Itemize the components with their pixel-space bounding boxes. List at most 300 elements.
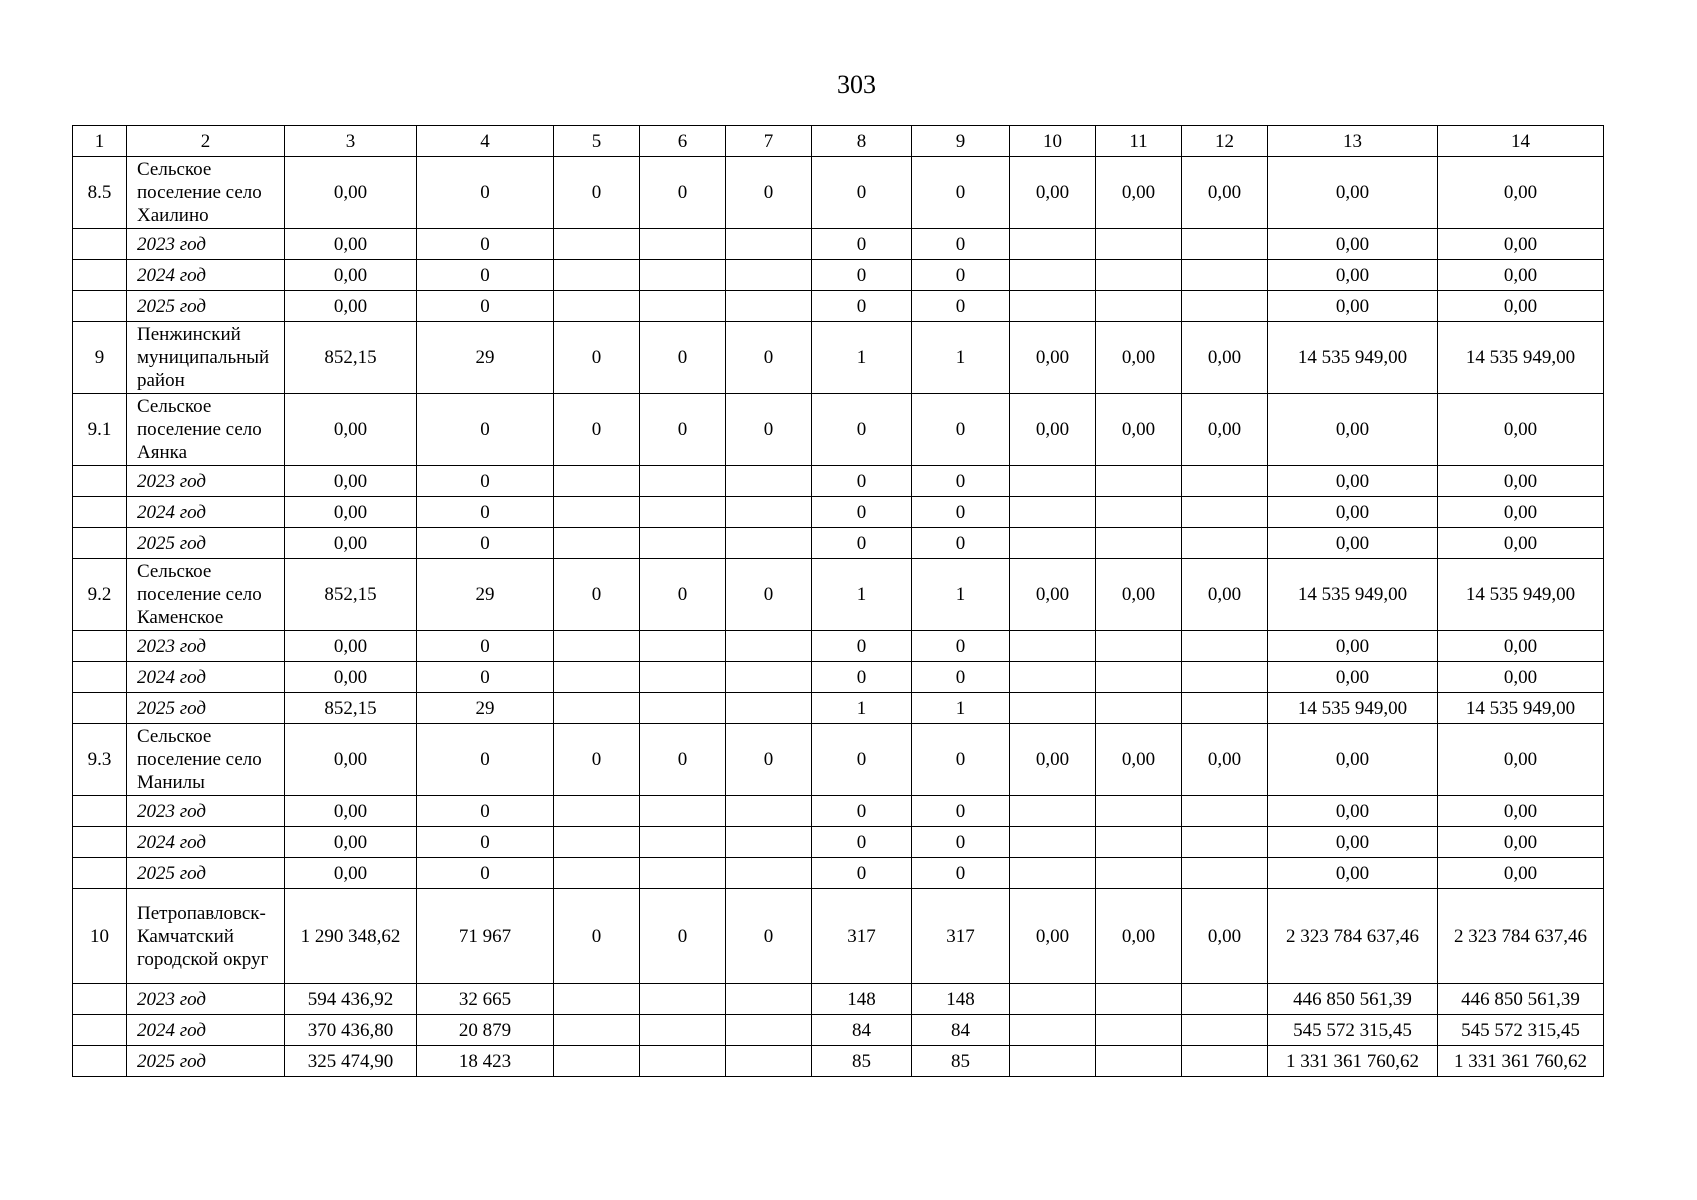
table-cell: 0,00 xyxy=(285,291,417,322)
table-cell: 0 xyxy=(726,724,812,796)
table-cell xyxy=(726,260,812,291)
row-number-cell xyxy=(73,497,127,528)
table-cell: 0 xyxy=(912,229,1010,260)
table-cell: 0 xyxy=(812,229,912,260)
year-row xyxy=(73,662,1604,693)
table-cell: 0 xyxy=(812,528,912,559)
table-cell xyxy=(1096,528,1182,559)
table-cell: 0,00 xyxy=(1438,497,1604,528)
table-cell xyxy=(1182,466,1268,497)
table-cell: 0 xyxy=(417,662,554,693)
row-number-cell xyxy=(73,827,127,858)
row-number-cell xyxy=(73,796,127,827)
row-number-cell xyxy=(73,984,127,1015)
table-cell: 317 xyxy=(812,889,912,984)
table-cell xyxy=(1182,1046,1268,1077)
table-cell xyxy=(1182,858,1268,889)
table-cell xyxy=(640,827,726,858)
table-cell xyxy=(1010,796,1096,827)
table-cell: 0 xyxy=(912,662,1010,693)
table-cell: 0 xyxy=(726,322,812,394)
table-cell: 20 879 xyxy=(417,1015,554,1046)
table-cell: 0,00 xyxy=(1182,322,1268,394)
year-row xyxy=(73,291,1604,322)
table-cell: 1 xyxy=(912,322,1010,394)
year-row xyxy=(73,631,1604,662)
table-cell: 446 850 561,39 xyxy=(1438,984,1604,1015)
table-cell xyxy=(640,291,726,322)
table-cell: 370 436,80 xyxy=(285,1015,417,1046)
column-header: 5 xyxy=(554,126,640,157)
table-cell xyxy=(1096,984,1182,1015)
row-name-cell: Сельское поселение село Каменское xyxy=(127,559,285,631)
table-cell: 0 xyxy=(554,157,640,229)
table-cell: 0 xyxy=(812,662,912,693)
table-cell xyxy=(1010,662,1096,693)
entity-row xyxy=(73,394,1604,466)
table-cell xyxy=(554,693,640,724)
table-cell: 0,00 xyxy=(1268,497,1438,528)
table-cell: 0 xyxy=(912,858,1010,889)
table-cell xyxy=(1182,827,1268,858)
column-header: 8 xyxy=(812,126,912,157)
row-number-cell xyxy=(73,466,127,497)
table-cell: 0,00 xyxy=(1438,858,1604,889)
table-cell: 14 535 949,00 xyxy=(1438,322,1604,394)
table-cell: 852,15 xyxy=(285,693,417,724)
year-row xyxy=(73,693,1604,724)
table-cell xyxy=(554,858,640,889)
table-cell: 0,00 xyxy=(1438,528,1604,559)
table-cell xyxy=(1096,796,1182,827)
table-cell: 0 xyxy=(912,394,1010,466)
year-row xyxy=(73,260,1604,291)
table-cell xyxy=(640,858,726,889)
table-cell xyxy=(640,260,726,291)
table-cell xyxy=(726,662,812,693)
row-name-cell: 2025 год xyxy=(127,858,285,889)
column-header: 2 xyxy=(127,126,285,157)
table-cell: 0 xyxy=(417,466,554,497)
table-cell: 0 xyxy=(726,394,812,466)
table-cell xyxy=(1182,291,1268,322)
row-number-cell xyxy=(73,1015,127,1046)
table-cell: 0 xyxy=(554,724,640,796)
row-name-cell: 2025 год xyxy=(127,1046,285,1077)
table-cell: 0,00 xyxy=(1268,528,1438,559)
row-number-cell xyxy=(73,260,127,291)
table-cell: 0 xyxy=(726,889,812,984)
table-cell xyxy=(1096,1046,1182,1077)
table-cell xyxy=(1096,466,1182,497)
year-row xyxy=(73,229,1604,260)
entity-row xyxy=(73,559,1604,631)
table-cell: 0 xyxy=(812,466,912,497)
table-cell: 0 xyxy=(812,291,912,322)
table-cell: 0,00 xyxy=(1438,827,1604,858)
table-cell: 0,00 xyxy=(1010,724,1096,796)
row-number-cell: 9.1 xyxy=(73,394,127,466)
table-cell xyxy=(1010,631,1096,662)
page-number: 303 xyxy=(837,70,876,99)
table-cell: 0 xyxy=(912,724,1010,796)
table-cell: 0,00 xyxy=(1438,466,1604,497)
table-cell xyxy=(640,662,726,693)
table-cell: 0 xyxy=(912,157,1010,229)
row-name-cell: Сельское поселение село Аянка xyxy=(127,394,285,466)
table-cell: 148 xyxy=(812,984,912,1015)
table-cell: 0,00 xyxy=(1096,394,1182,466)
year-row xyxy=(73,497,1604,528)
table-cell xyxy=(1096,662,1182,693)
table-cell: 14 535 949,00 xyxy=(1268,322,1438,394)
table-cell xyxy=(554,1015,640,1046)
table-cell xyxy=(640,229,726,260)
table-cell: 0 xyxy=(640,157,726,229)
row-number-cell: 9 xyxy=(73,322,127,394)
row-name-cell: 2023 год xyxy=(127,984,285,1015)
table-cell: 14 535 949,00 xyxy=(1268,559,1438,631)
column-header: 1 xyxy=(73,126,127,157)
table-cell: 1 xyxy=(812,559,912,631)
table-cell: 0,00 xyxy=(1010,394,1096,466)
row-name-cell: 2025 год xyxy=(127,528,285,559)
table-cell: 0 xyxy=(726,157,812,229)
table-cell: 0,00 xyxy=(1268,229,1438,260)
table-cell xyxy=(554,291,640,322)
table-cell: 0 xyxy=(812,796,912,827)
row-number-cell xyxy=(73,631,127,662)
table-cell: 0,00 xyxy=(1438,291,1604,322)
table-cell: 14 535 949,00 xyxy=(1268,693,1438,724)
table-cell xyxy=(1182,497,1268,528)
table-cell xyxy=(1010,1046,1096,1077)
row-number-cell: 9.3 xyxy=(73,724,127,796)
table-cell: 852,15 xyxy=(285,322,417,394)
table-cell: 0 xyxy=(912,528,1010,559)
table-cell xyxy=(726,693,812,724)
table-cell: 0,00 xyxy=(1268,394,1438,466)
table-cell: 0 xyxy=(640,322,726,394)
table-cell xyxy=(1096,1015,1182,1046)
table-cell: 0 xyxy=(812,157,912,229)
table-cell: 0 xyxy=(912,291,1010,322)
table-cell: 0,00 xyxy=(1268,291,1438,322)
table-cell: 0,00 xyxy=(1268,631,1438,662)
row-number-cell xyxy=(73,1046,127,1077)
row-name-cell: Пенжинский муниципальный район xyxy=(127,322,285,394)
table-cell: 0 xyxy=(812,858,912,889)
table-cell xyxy=(726,291,812,322)
table-cell: 0,00 xyxy=(285,631,417,662)
row-number-cell xyxy=(73,229,127,260)
table-cell xyxy=(1182,984,1268,1015)
row-name-cell: 2023 год xyxy=(127,796,285,827)
table-cell xyxy=(554,984,640,1015)
row-name-cell: 2024 год xyxy=(127,260,285,291)
table-cell: 0 xyxy=(417,858,554,889)
table-cell: 0,00 xyxy=(285,796,417,827)
table-cell: 0,00 xyxy=(285,394,417,466)
table-cell xyxy=(1182,260,1268,291)
table-cell: 0 xyxy=(812,724,912,796)
table-cell: 0,00 xyxy=(285,724,417,796)
table-cell: 446 850 561,39 xyxy=(1268,984,1438,1015)
table-cell xyxy=(1010,291,1096,322)
column-header: 4 xyxy=(417,126,554,157)
table-cell xyxy=(726,796,812,827)
table-cell xyxy=(554,528,640,559)
table-cell xyxy=(726,1015,812,1046)
table-cell xyxy=(554,229,640,260)
table-cell: 0 xyxy=(417,291,554,322)
table-cell: 0,00 xyxy=(1182,394,1268,466)
table-cell: 0 xyxy=(640,394,726,466)
table-cell xyxy=(726,984,812,1015)
table-cell xyxy=(1010,497,1096,528)
table-cell: 1 xyxy=(912,559,1010,631)
table-header-row xyxy=(73,126,1604,157)
table-cell: 594 436,92 xyxy=(285,984,417,1015)
column-header: 9 xyxy=(912,126,1010,157)
table-cell xyxy=(640,1046,726,1077)
table-cell: 545 572 315,45 xyxy=(1268,1015,1438,1046)
year-row xyxy=(73,858,1604,889)
year-row xyxy=(73,827,1604,858)
table-cell: 0 xyxy=(417,394,554,466)
table-cell: 0 xyxy=(554,559,640,631)
table-cell: 0 xyxy=(912,796,1010,827)
table-cell: 0 xyxy=(812,497,912,528)
table-cell: 0,00 xyxy=(285,662,417,693)
table-cell xyxy=(640,796,726,827)
table-cell: 0,00 xyxy=(1096,559,1182,631)
column-header: 3 xyxy=(285,126,417,157)
table-cell xyxy=(1182,229,1268,260)
table-cell: 1 290 348,62 xyxy=(285,889,417,984)
table-cell xyxy=(1182,631,1268,662)
table-cell: 0,00 xyxy=(1096,322,1182,394)
table-cell: 0 xyxy=(640,559,726,631)
table-cell xyxy=(1096,291,1182,322)
table-cell xyxy=(1182,693,1268,724)
row-name-cell: Сельское поселение село Манилы xyxy=(127,724,285,796)
table-cell: 0,00 xyxy=(1438,796,1604,827)
year-row xyxy=(73,466,1604,497)
table-cell: 0 xyxy=(812,260,912,291)
table-cell xyxy=(1010,528,1096,559)
row-name-cell: 2025 год xyxy=(127,693,285,724)
table-cell: 0 xyxy=(912,260,1010,291)
table-cell xyxy=(554,827,640,858)
table-cell xyxy=(1096,229,1182,260)
column-header: 10 xyxy=(1010,126,1096,157)
table-cell xyxy=(640,497,726,528)
table-cell: 317 xyxy=(912,889,1010,984)
table-cell xyxy=(554,662,640,693)
table-cell: 0 xyxy=(417,528,554,559)
table-cell xyxy=(726,858,812,889)
table-cell: 0 xyxy=(554,889,640,984)
column-header: 12 xyxy=(1182,126,1268,157)
table-cell: 0,00 xyxy=(1438,260,1604,291)
table-cell xyxy=(554,466,640,497)
table-cell: 29 xyxy=(417,693,554,724)
table-cell: 85 xyxy=(812,1046,912,1077)
table-cell xyxy=(726,466,812,497)
row-name-cell: 2023 год xyxy=(127,466,285,497)
table-cell: 0 xyxy=(912,497,1010,528)
table-cell xyxy=(1096,827,1182,858)
column-header: 14 xyxy=(1438,126,1604,157)
column-header: 13 xyxy=(1268,126,1438,157)
table-cell: 0,00 xyxy=(1096,889,1182,984)
table-cell: 0 xyxy=(554,322,640,394)
row-name-cell: 2024 год xyxy=(127,497,285,528)
table-cell: 148 xyxy=(912,984,1010,1015)
table-cell: 0 xyxy=(912,827,1010,858)
table-cell: 0 xyxy=(912,466,1010,497)
row-name-cell: 2024 год xyxy=(127,827,285,858)
table-cell: 0 xyxy=(417,724,554,796)
table-cell xyxy=(726,631,812,662)
column-header: 11 xyxy=(1096,126,1182,157)
table-cell xyxy=(640,1015,726,1046)
table-cell: 0,00 xyxy=(1268,858,1438,889)
table-cell xyxy=(640,693,726,724)
entity-row xyxy=(73,889,1604,984)
table-cell: 545 572 315,45 xyxy=(1438,1015,1604,1046)
table-cell xyxy=(726,528,812,559)
table-cell: 1 331 361 760,62 xyxy=(1438,1046,1604,1077)
table-cell: 0,00 xyxy=(1438,229,1604,260)
table-cell: 0,00 xyxy=(1268,827,1438,858)
table-cell: 0 xyxy=(912,631,1010,662)
table-cell xyxy=(1096,497,1182,528)
table-cell: 0,00 xyxy=(1096,724,1182,796)
table-cell: 71 967 xyxy=(417,889,554,984)
table-cell: 2 323 784 637,46 xyxy=(1438,889,1604,984)
table-cell: 0,00 xyxy=(1010,889,1096,984)
table-cell: 0 xyxy=(417,157,554,229)
table-cell xyxy=(554,1046,640,1077)
table-cell: 0,00 xyxy=(1438,662,1604,693)
table-cell: 325 474,90 xyxy=(285,1046,417,1077)
year-row xyxy=(73,984,1604,1015)
table-cell: 0,00 xyxy=(1268,662,1438,693)
table-cell xyxy=(1010,984,1096,1015)
table-cell: 0,00 xyxy=(285,229,417,260)
table-cell xyxy=(1010,693,1096,724)
table-cell: 0,00 xyxy=(1182,559,1268,631)
table-cell: 852,15 xyxy=(285,559,417,631)
row-name-cell: 2024 год xyxy=(127,662,285,693)
row-name-cell: 2024 год xyxy=(127,1015,285,1046)
table-cell: 0 xyxy=(726,559,812,631)
table-cell: 0 xyxy=(417,827,554,858)
table-cell: 0,00 xyxy=(285,466,417,497)
table-cell xyxy=(726,497,812,528)
year-row xyxy=(73,1046,1604,1077)
table-cell: 0,00 xyxy=(1268,796,1438,827)
table-cell: 2 323 784 637,46 xyxy=(1268,889,1438,984)
table-cell xyxy=(1010,260,1096,291)
table-cell xyxy=(640,466,726,497)
table-cell xyxy=(1182,662,1268,693)
table-cell xyxy=(554,631,640,662)
table-cell xyxy=(554,260,640,291)
table-cell: 0,00 xyxy=(1182,157,1268,229)
table-cell xyxy=(1182,796,1268,827)
column-header: 6 xyxy=(640,126,726,157)
table-cell xyxy=(640,631,726,662)
table-cell: 0,00 xyxy=(1438,157,1604,229)
row-name-cell: Петропавловск-Камчатский городской округ xyxy=(127,889,285,984)
row-number-cell: 8.5 xyxy=(73,157,127,229)
table-cell xyxy=(640,528,726,559)
table-cell xyxy=(726,1046,812,1077)
table-cell: 0 xyxy=(554,394,640,466)
table-cell xyxy=(726,229,812,260)
table-cell: 0,00 xyxy=(1268,724,1438,796)
row-number-cell: 10 xyxy=(73,889,127,984)
table-cell: 0,00 xyxy=(285,858,417,889)
column-header: 7 xyxy=(726,126,812,157)
year-row xyxy=(73,1015,1604,1046)
table-cell: 1 xyxy=(812,322,912,394)
table-cell xyxy=(1010,466,1096,497)
table-cell: 0,00 xyxy=(1182,724,1268,796)
table-cell: 32 665 xyxy=(417,984,554,1015)
table-cell: 0,00 xyxy=(1182,889,1268,984)
table-cell: 0,00 xyxy=(1268,466,1438,497)
table-cell: 0,00 xyxy=(285,528,417,559)
table-cell: 0 xyxy=(640,724,726,796)
table-cell: 1 xyxy=(812,693,912,724)
table-cell: 0,00 xyxy=(1010,157,1096,229)
table-cell: 0,00 xyxy=(285,157,417,229)
table-cell: 85 xyxy=(912,1046,1010,1077)
table-cell: 0 xyxy=(417,229,554,260)
table-cell: 29 xyxy=(417,559,554,631)
table-cell xyxy=(726,827,812,858)
row-number-cell xyxy=(73,693,127,724)
table-cell: 0 xyxy=(417,497,554,528)
entity-row xyxy=(73,157,1604,229)
table-cell: 0,00 xyxy=(1438,724,1604,796)
table-cell xyxy=(1010,827,1096,858)
table-cell: 0 xyxy=(812,394,912,466)
table-cell xyxy=(1096,260,1182,291)
table-cell: 0 xyxy=(417,796,554,827)
row-name-cell: Сельское поселение село Хаилино xyxy=(127,157,285,229)
table-cell: 14 535 949,00 xyxy=(1438,693,1604,724)
table-cell: 0,00 xyxy=(1268,157,1438,229)
table-cell: 84 xyxy=(912,1015,1010,1046)
row-number-cell xyxy=(73,291,127,322)
row-number-cell xyxy=(73,528,127,559)
table-cell: 0,00 xyxy=(285,260,417,291)
entity-row xyxy=(73,322,1604,394)
row-number-cell xyxy=(73,662,127,693)
table-cell: 0,00 xyxy=(1096,157,1182,229)
table-cell: 29 xyxy=(417,322,554,394)
table-cell: 0,00 xyxy=(1010,322,1096,394)
row-number-cell: 9.2 xyxy=(73,559,127,631)
table-cell: 0,00 xyxy=(285,497,417,528)
entity-row xyxy=(73,724,1604,796)
row-number-cell xyxy=(73,858,127,889)
